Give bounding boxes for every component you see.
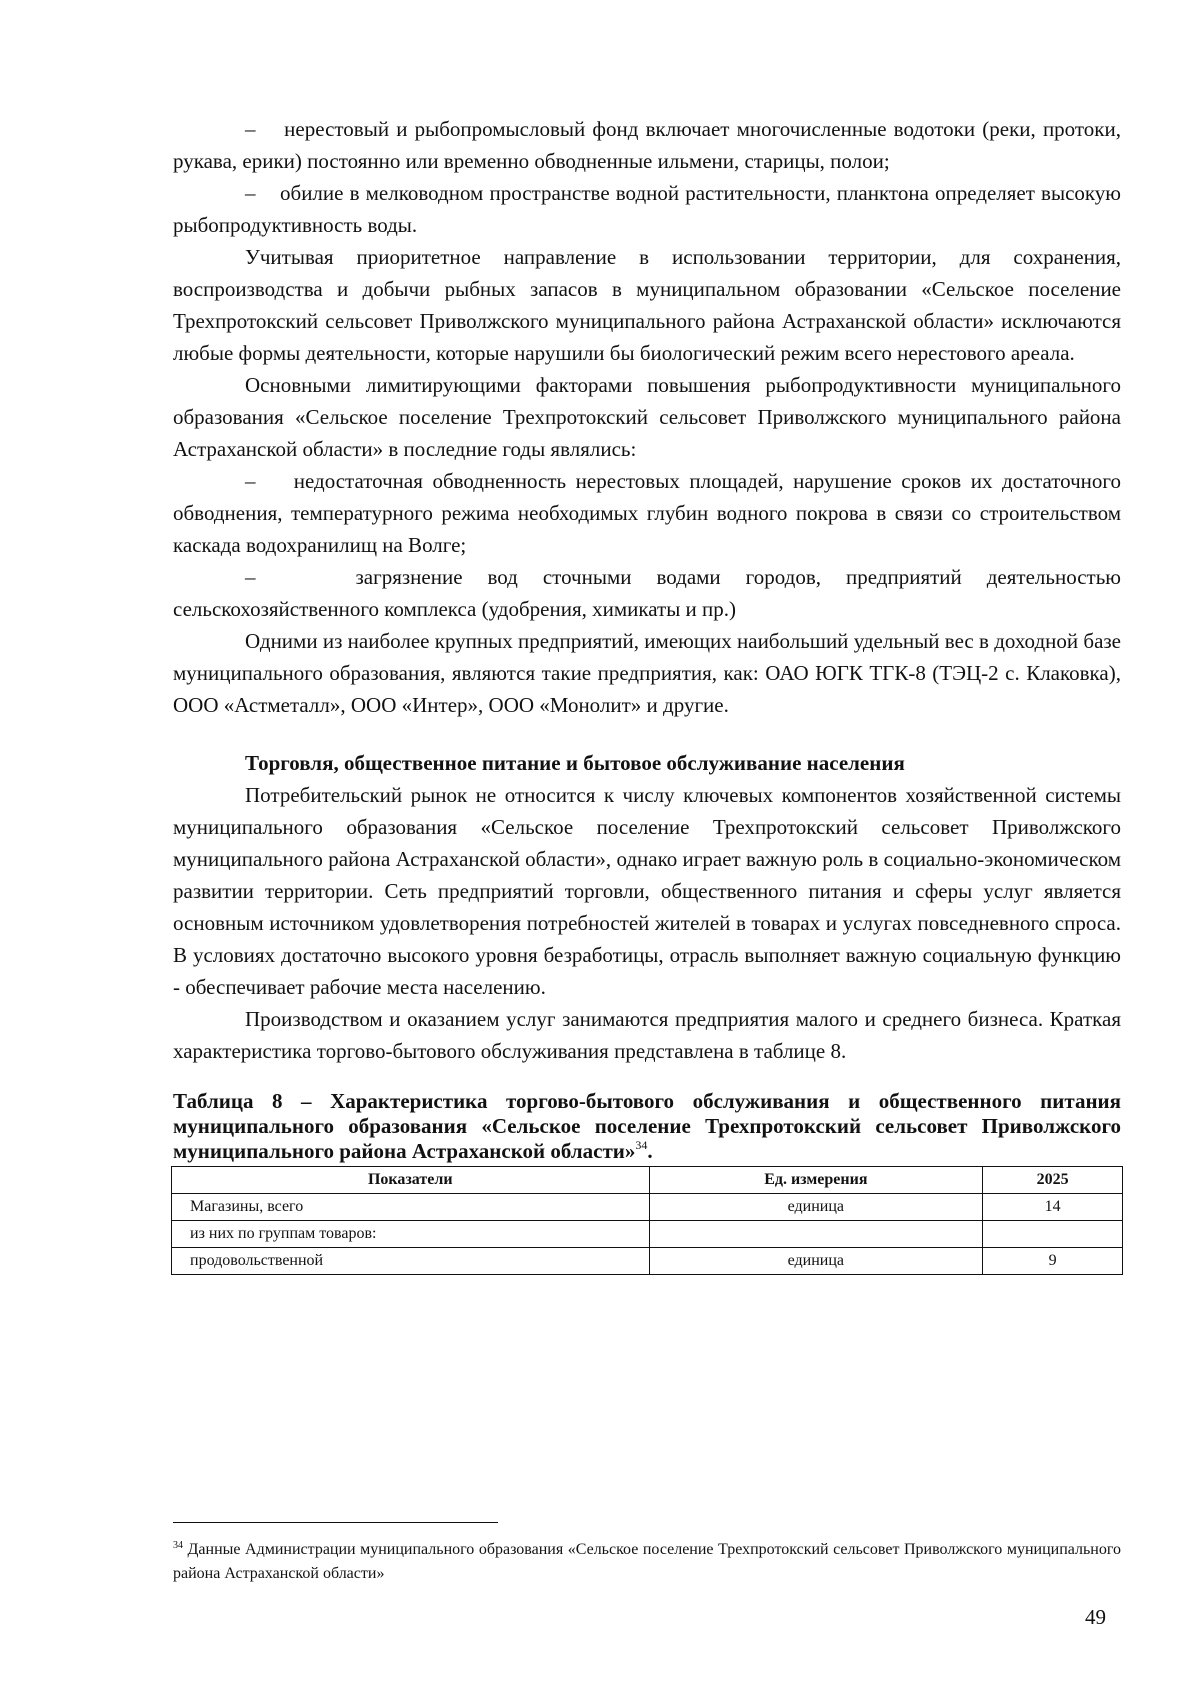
paragraph: Основными лимитирующими факторами повышения рыбопродуктивности муниципального образования «Сельское поселение Трехпротокский сельсовет Приволжского муниципального района Астраханской области» в последние годы являлись: bbox=[173, 373, 1121, 461]
page-number: 49 bbox=[1085, 1605, 1106, 1629]
table-row bbox=[172, 1221, 1123, 1248]
paragraph: – обилие в мелководном пространстве водной растительности, планктона определяет высокую рыбопродуктивность воды. bbox=[173, 181, 1121, 237]
footnote-divider bbox=[173, 1522, 498, 1523]
section-heading: Торговля, общественное питание и бытовое обслуживание населения bbox=[245, 751, 905, 775]
paragraph: Одними из наиболее крупных предприятий, имеющих наибольший удельный вес в доходной базе муниципального образования, являются такие предприятия, как: ОАО ЮГК ТГК-8 (ТЭЦ-2 с. Клаковка), ООО «Астметалл», ООО «Интер», ООО «Монолит» и другие. bbox=[173, 629, 1121, 717]
footnote-ref: 34 bbox=[635, 1138, 648, 1152]
paragraph: – загрязнение вод сточными водами городов, предприятий деятельностью сельскохозяйственного комплекса (удобрения, химикаты и пр.) bbox=[173, 565, 1121, 621]
table-row bbox=[172, 1248, 1123, 1275]
footnote bbox=[173, 1538, 1121, 1586]
table-cell: Магазины, всего bbox=[172, 1194, 650, 1221]
column-header: 2025 bbox=[983, 1167, 1123, 1194]
table-cell: продовольственной bbox=[172, 1248, 650, 1275]
table-caption-text: Таблица 8 – Характеристика торгово-бытового обслуживания и общественного питания муниципального образования «Сельское поселение Трехпротокский сельсовет Приволжского муниципального района Астраханской области» bbox=[173, 1089, 1121, 1163]
table-row bbox=[172, 1194, 1123, 1221]
column-header: Ед. измерения bbox=[649, 1167, 983, 1194]
footnote-number: 34 bbox=[173, 1540, 183, 1551]
table-header-row bbox=[172, 1167, 1123, 1194]
paragraph: – нерестовый и рыбопромысловый фонд включает многочисленные водотоки (реки, протоки, рукава, ерики) постоянно или временно обводненные ильмени, старицы, полои; bbox=[173, 117, 1121, 173]
page-body bbox=[173, 113, 1121, 1275]
paragraph: Учитывая приоритетное направление в использовании территории, для сохранения, воспроизводства и добычи рыбных запасов в муниципальном образовании «Сельское поселение Трехпротокский сельсовет Приволжского муниципального района Астраханской области» исключаются любые формы деятельности, которые нарушили бы биологический режим всего нерестового ареала. bbox=[173, 245, 1121, 365]
data-table bbox=[171, 1166, 1123, 1275]
table-cell: 9 bbox=[983, 1248, 1123, 1275]
paragraph: – недостаточная обводненность нерестовых площадей, нарушение сроков их достаточного обводнения, температурного режима необходимых глубин водного покрова в связи со строительством каскада водохранилищ на Волге; bbox=[173, 469, 1121, 557]
table-cell bbox=[983, 1221, 1123, 1248]
table-cell: из них по группам товаров: bbox=[172, 1221, 650, 1248]
column-header: Показатели bbox=[172, 1167, 650, 1194]
table-cell: единица bbox=[649, 1194, 983, 1221]
table-caption: Таблица 8 – Характеристика торгово-бытового обслуживания и общественного питания муниципального образования «Сельское поселение Трехпротокский сельсовет Приволжского муниципального района Астраханской области»$^{34}$. bbox=[173, 1089, 1121, 1163]
paragraph: Потребительский рынок не относится к числу ключевых компонентов хозяйственной системы муниципального образования «Сельское поселение Трехпротокский сельсовет Приволжского муниципального района Астраханской области», однако играет важную роль в социально-экономическом развитии территории. Сеть предприятий торговли, общественного питания и сферы услуг является основным источником удовлетворения потребностей жителей в товарах и услугах повседневного спроса. В условиях достаточно высокого уровня безработицы, отрасль выполняет важную социальную функцию - обеспечивает рабочие места населению. bbox=[173, 783, 1121, 999]
paragraph: Производством и оказанием услуг занимаются предприятия малого и среднего бизнеса. Краткая характеристика торгово-бытового обслуживания представлена в таблице 8. bbox=[173, 1007, 1121, 1063]
table-cell: 14 bbox=[983, 1194, 1123, 1221]
table-cell bbox=[649, 1221, 983, 1248]
footnote-text: Данные Администрации муниципального образования «Сельское поселение Трехпротокский сельсовет Приволжского муниципального района Астраханской области» bbox=[173, 1541, 1121, 1582]
table-cell: единица bbox=[649, 1248, 983, 1275]
